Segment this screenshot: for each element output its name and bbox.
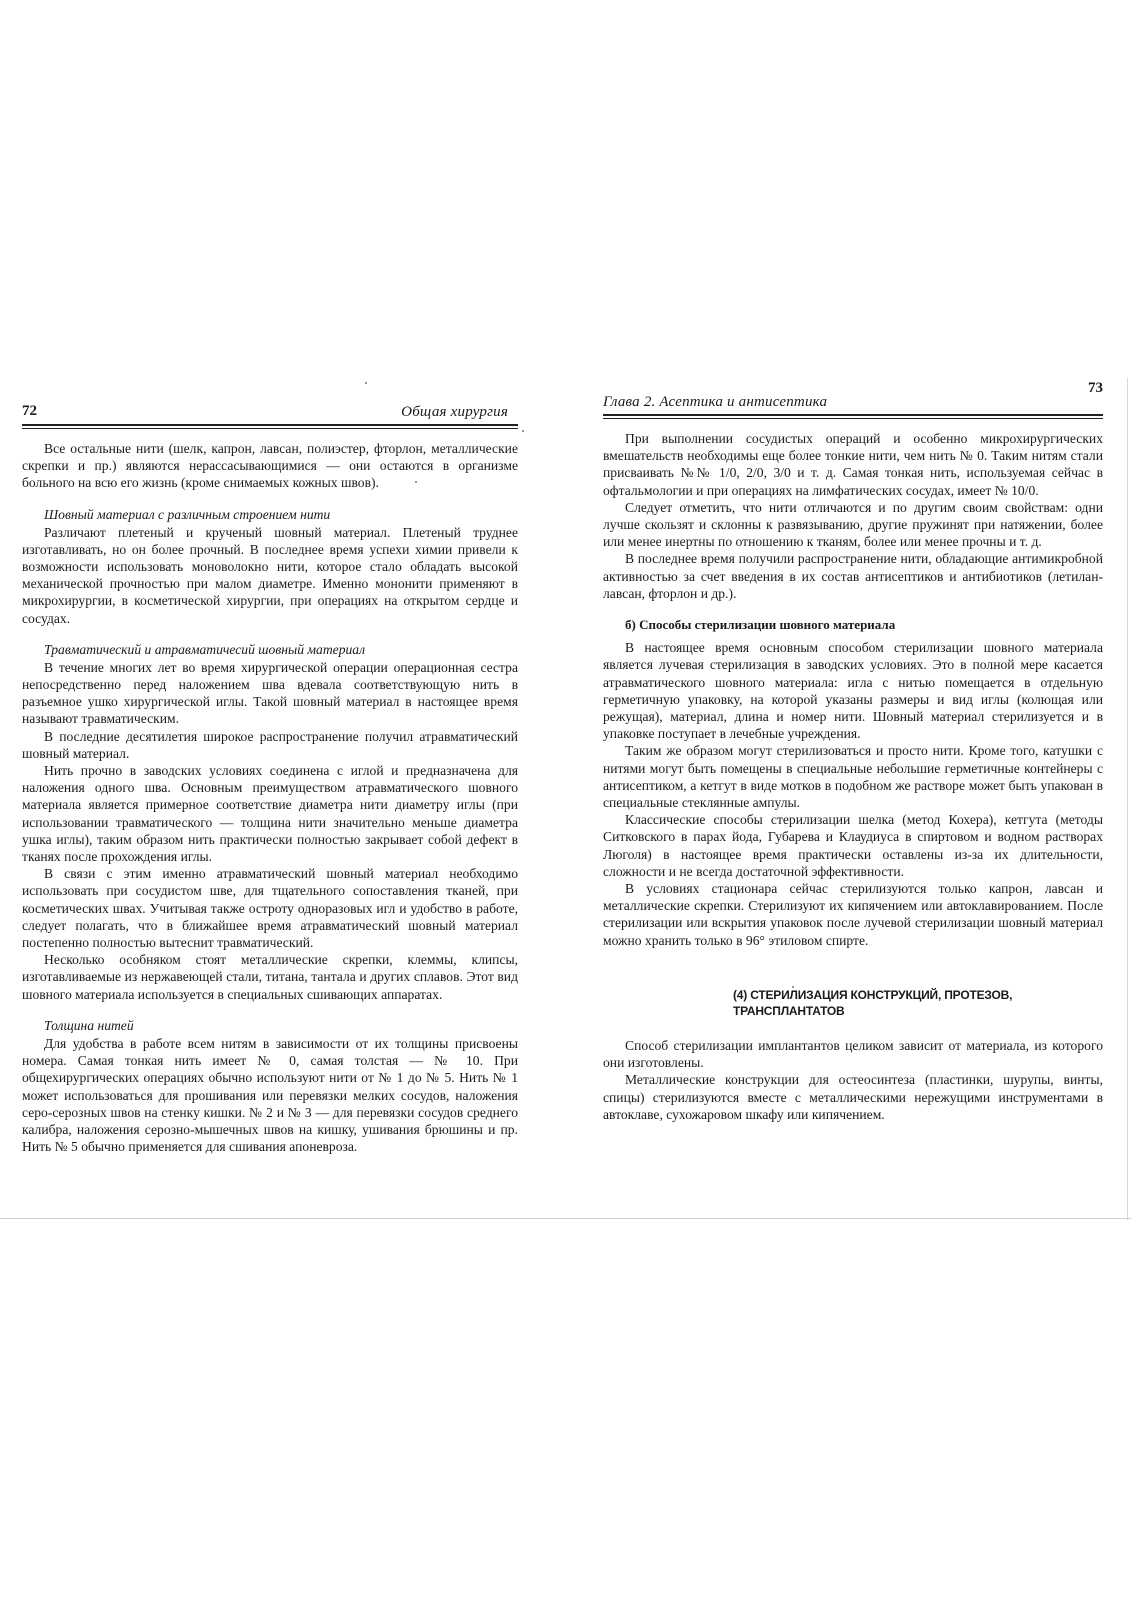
running-title: Глава 2. Асептика и антисептика	[603, 394, 828, 410]
scan-edge	[1127, 378, 1128, 1220]
paragraph: Различают плетеный и крученый шовный материал. Плетеный труднее изготавливать, но он более прочный. В последнее время успехи химии привели к возможности использовать моноволокно нити, которое стало обладать высокой механической прочностью при малом диаметре. Именно мононити применяют в микрохирургии, в косметической хирургии, при операциях на открытом сердце и сосудах.	[22, 524, 518, 626]
scan-speck	[415, 481, 417, 483]
running-title: Общая хирургия	[401, 404, 508, 420]
paragraph: Несколько особняком стоят металлические скрепки, клеммы, клипсы, изготавливаемые из нержавеющей стали, титана, тантала и других сплавов. Этот вид шовного материала используется в специальных сшивающих аппаратах.	[22, 952, 518, 1002]
paragraph: Способ стерилизации имплантантов целиком зависит от материала, из которого они изготовлены.	[603, 1037, 1103, 1071]
running-header	[603, 380, 1103, 416]
section-heading	[733, 987, 1103, 1019]
paragraph: В последнее время получили распространение нити, обладающие антимикробной активностью за счет введения в их состав антисептиков и антибиотиков (летилан-лавсан, фторлон и др.).	[603, 551, 1103, 601]
section-heading-line: ТРАНСПЛАНТАТОВ	[733, 1003, 845, 1018]
section-subheading: б) Способы стерилизации шовного материала	[625, 617, 896, 633]
book-spread	[0, 372, 1131, 1220]
paragraph: В последние десятилетия широкое распространение получил атравматический шовный материал.	[22, 728, 518, 761]
paragraph: Все остальные нити (шелк, капрон, лавсан, полиэстер, фторлон, металлические скрепки и пр.) являются нерассасывающимися — они остаются в организме больного на всю его жизнь (кроме снимаемых кожных швов).	[22, 441, 518, 491]
page-number: 72	[22, 403, 37, 419]
section-subheading: Толщина нитей	[44, 1017, 134, 1033]
left-page	[22, 390, 518, 1155]
right-page-body	[603, 430, 1103, 1123]
left-page-body	[22, 440, 518, 1155]
paragraph: Нить прочно в заводских условиях соединена с иглой и предназначена для наложения одного шва. Основным преимуществом атравматического шовного материала является примерное соответствие диаметра нити диаметру иглы (при использовании травматического — толщина нити значительно меньше диаметра ушка иглы), таким образом нить практически полностью закрывает собой дефект в тканях после прохождения иглы.	[22, 763, 518, 865]
paragraph: В настоящее время основным способом стерилизации шовного материала является лучевая стерилизация в заводских условиях. Это в полной мере касается атравматического шовного материала: игла с нитью помещается в отдельную герметичную упаковку, на которой указаны размеры и вид иглы (колющая или режущая), материал, длина и номер нити. Шовный материал стерилизуется и в упаковке поступает в лечебные учреждения.	[603, 640, 1103, 742]
paragraph: Таким же образом могут стерилизоваться и просто нити. Кроме того, катушки с нитями могут быть помещены в специальные небольшие герметичные контейнеры с антисептиком, а кетгут в виде мотков в подобном же растворе может быть упакован в специальные стеклянные ампулы.	[603, 743, 1103, 811]
section-subheading: Травматический и атравматичесий шовный материал	[44, 641, 366, 657]
paragraph: В связи с этим именно атравматический шовный материал необходимо использовать при сосудистом шве, для тщательного сопоставления тканей, при косметических швах. Учитывая также остроту одноразовых игл и удобство в работе, следует полагать, что в ближайшее время атравматический шовный материал постепенно полностью вытеснит травматический.	[22, 866, 518, 951]
paragraph: Классические способы стерилизации шелка (метод Кохера), кетгута (методы Ситковского в парах йода, Губарева и Клаудиуса в спиртовом и водном растворах Люголя) в настоящее время практически оставлены из-за их длительности, сложности и не всегда достаточной эффективности.	[603, 812, 1103, 879]
paragraph: Металлические конструкции для остеосинтеза (пластинки, шурупы, винты, спицы) стерилизуются вместе с металлическими нережущими инструментами в автоклаве, сухожаровом шкафу или кипячением.	[603, 1072, 1103, 1122]
paragraph: При выполнении сосудистых операций и особенно микрохирургических вмешательств необходимы еще более тонкие нити, чем нить № 0. Таким нитям стали присваивать №№ 1/0, 2/0, 3/0 и т. д. Самая тонкая нить, используемая сейчас в офтальмологии и при операциях на лимфатических сосудах, имеет № 10/0.	[603, 431, 1103, 498]
scan-speck	[522, 430, 524, 432]
scan-speck	[792, 986, 794, 988]
right-page	[603, 380, 1103, 1123]
running-header	[22, 390, 518, 426]
scan-bottom-edge	[0, 1218, 1131, 1219]
page-number: 73	[1088, 380, 1103, 396]
section-heading-line: (4) СТЕРИЛИЗАЦИЯ КОНСТРУКЦИЙ, ПРОТЕЗОВ,	[733, 987, 1013, 1002]
paragraph: Для удобства в работе всем нитям в зависимости от их толщины присвоены номера. Самая тонкая нить имеет № 0, самая толстая — № 10. При общехирургических операциях обычно используют нити от № 1 до № 5. Нить № 1 может использоваться для прошивания или перевязки мелких сосудов, наложения серо-серозных швов на стенку кишки. № 2 и № 3 — для перевязки сосудов среднего калибра, наложения серозно-мышечных швов на кишку, ушивания брюшины и пр. Нить № 5 обычно применяется для сшивания апоневроза.	[22, 1035, 518, 1155]
paragraph: Следует отметить, что нити отличаются и по другим своим свойствам: одни лучше скользят и склонны к развязыванию, другие пружинят при натяжении, более или менее инертны по отношению к тканям, более или менее прочны и т. д.	[603, 499, 1103, 550]
section-subheading: Шовный материал с различным строением нити	[44, 506, 331, 522]
paragraph: В условиях стационара сейчас стерилизуются только капрон, лавсан и металлические скрепки. Стерилизуют их кипячением или автоклавированием. После стерилизации или вскрытия упаковок после лучевой стерилизации шовный материал можно хранить только в 96° этиловом спирте.	[603, 881, 1103, 948]
paragraph: В течение многих лет во время хирургической операции операционная сестра непосредственно перед наложением шва вдевала соответствующую нить в разъемное ушко хирургической иглы. Такой шовный материал в настоящее время называют травматическим.	[22, 659, 518, 727]
scan-speck	[365, 382, 367, 384]
